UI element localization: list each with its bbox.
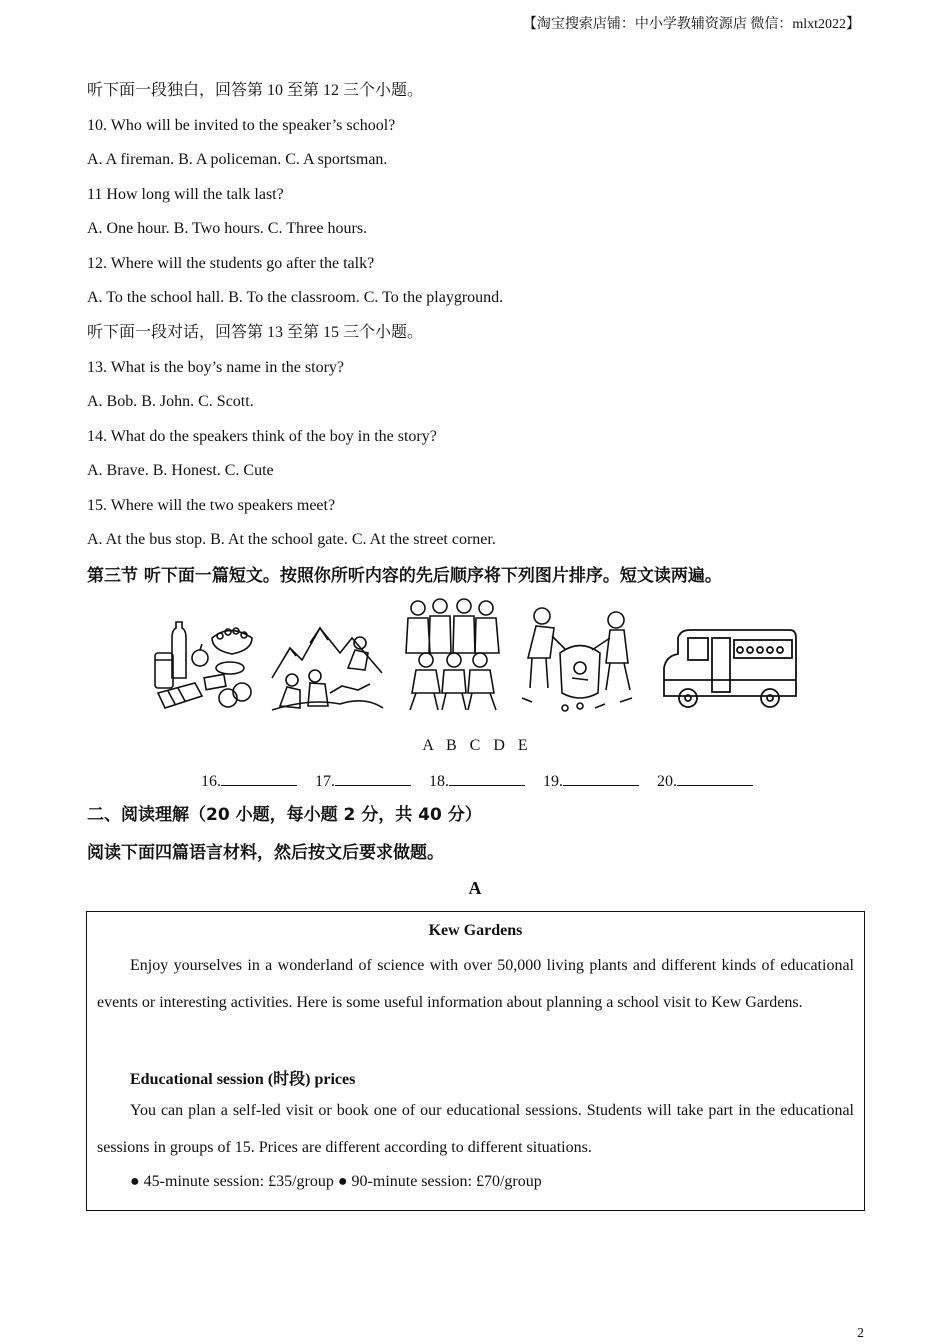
instruction-monologue: 听下面一段独白，回答第 10 至第 12 三个小题。 — [87, 82, 424, 99]
blank-16[interactable]: 16. — [201, 771, 297, 791]
options-15: A. At the bus stop. B. At the school gate. C. At the street corner. — [87, 531, 496, 548]
passage-letter: A — [468, 878, 482, 898]
answer-blanks — [201, 771, 767, 791]
blank-17[interactable]: 17. — [315, 771, 411, 791]
student-group-picture-icon — [402, 598, 504, 716]
food-picture-icon — [150, 598, 255, 716]
section3-title: 第三节 听下面一篇短文。按照你所听内容的先后顺序将下列图片排序。短文读两遍。 — [87, 566, 722, 586]
passage-title: Kew Gardens — [428, 922, 523, 939]
passage-paragraph-2: You can plan a self-led visit or book one of our educational sessions. Students will take part in the educational sessions in groups of 15. Prices are different according to different situations. — [97, 1102, 854, 1156]
options-14: A. Brave. B. Honest. C. Cute — [87, 462, 274, 479]
question-14: 14. What do the speakers think of the boy in the story? — [87, 428, 437, 445]
blank-20[interactable]: 20. — [657, 771, 753, 791]
bus-picture-icon — [658, 598, 800, 716]
mountain-climbing-picture-icon — [270, 598, 385, 716]
question-12: 12. Where will the students go after the talk? — [87, 255, 375, 272]
part2-instruction: 阅读下面四篇语言材料，然后按文后要求做题。 — [87, 843, 444, 863]
question-10: 10. Who will be invited to the speaker’s school? — [87, 117, 396, 134]
question-15: 15. Where will the two speakers meet? — [87, 497, 336, 514]
question-11: 11 How long will the talk last? — [87, 186, 284, 203]
picture-row — [150, 598, 800, 718]
options-11: A. One hour. B. Two hours. C. Three hours. — [87, 220, 368, 237]
instruction-dialogue: 听下面一段对话，回答第 13 至第 15 三个小题。 — [87, 324, 424, 341]
picture-labels: A B C D E — [422, 737, 528, 754]
options-12: A. To the school hall. B. To the classroom. C. To the playground. — [87, 289, 504, 306]
options-10: A. A fireman. B. A policeman. C. A sportsman. — [87, 151, 388, 168]
passage-box — [86, 911, 865, 1211]
page-header: 【淘宝搜索店铺：中小学教辅资源店 微信：mlxt2022】 — [522, 17, 860, 32]
options-13: A. Bob. B. John. C. Scott. — [87, 393, 254, 410]
blank-18[interactable]: 18. — [429, 771, 525, 791]
question-13: 13. What is the boy’s name in the story? — [87, 359, 344, 376]
page-number: 2 — [857, 1326, 864, 1341]
price-bullets: ● 45-minute session: £35/group ● 90-minute session: £70/group — [130, 1173, 542, 1190]
passage-subtitle: Educational session (时段) prices — [130, 1071, 356, 1088]
picking-up-rubbish-picture-icon — [520, 598, 642, 716]
part2-title: 二、阅读理解（20 小题，每小题 2 分，共 40 分） — [87, 805, 482, 825]
passage-paragraph-1: Enjoy yourselves in a wonderland of science with over 50,000 living plants and different kinds of educational events or interesting activities. Here is some useful information about planning a school visit to Kew Gardens. — [97, 957, 854, 1011]
blank-19[interactable]: 19. — [543, 771, 639, 791]
